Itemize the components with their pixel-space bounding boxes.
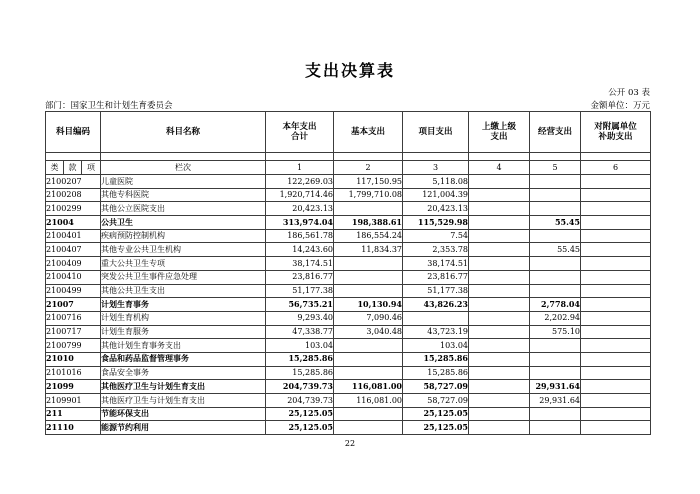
table-row — [46, 298, 651, 312]
value-cell — [334, 352, 403, 366]
code-cell: 211 — [46, 407, 101, 421]
value-cell — [581, 243, 651, 257]
value-cell — [581, 175, 651, 189]
value-cell — [334, 407, 403, 421]
spacer-row — [46, 153, 651, 161]
header-subject-name: 科目名称 — [101, 112, 266, 153]
value-cell: 186,561.78 — [266, 229, 334, 243]
value-cell — [334, 284, 403, 298]
value-cell — [469, 311, 530, 325]
value-cell — [530, 229, 581, 243]
spacer-cell — [581, 153, 651, 161]
table-row — [46, 421, 651, 435]
value-cell — [581, 298, 651, 312]
value-cell: 103.04 — [266, 339, 334, 353]
header-project-expenditure: 项目支出 — [403, 112, 469, 153]
name-cell: 其他公立医院支出 — [101, 202, 266, 216]
value-cell: 1,799,710.08 — [334, 188, 403, 202]
value-cell — [469, 270, 530, 284]
value-cell: 2,353.78 — [403, 243, 469, 257]
value-cell: 29,931.64 — [530, 394, 581, 408]
name-cell: 其他专科医院 — [101, 188, 266, 202]
code-cell: 2100401 — [46, 229, 101, 243]
column-index: 2 — [334, 161, 403, 175]
value-cell — [469, 175, 530, 189]
value-cell: 58,727.09 — [403, 380, 469, 394]
code-cell: 21007 — [46, 298, 101, 312]
page-number: 22 — [344, 439, 356, 448]
header-operating: 经营支出 — [530, 112, 581, 153]
value-cell: 117,150.95 — [334, 175, 403, 189]
code-cell: 2100410 — [46, 270, 101, 284]
value-cell — [334, 421, 403, 435]
value-cell — [334, 366, 403, 380]
spacer-cell — [530, 153, 581, 161]
value-cell — [530, 175, 581, 189]
table-row — [46, 352, 651, 366]
value-cell — [530, 188, 581, 202]
value-cell: 15,285.86 — [403, 366, 469, 380]
value-cell — [530, 352, 581, 366]
value-cell — [469, 298, 530, 312]
value-cell — [581, 229, 651, 243]
value-cell: 20,423.13 — [266, 202, 334, 216]
table-row — [46, 188, 651, 202]
value-cell: 47,338.77 — [266, 325, 334, 339]
value-cell — [581, 394, 651, 408]
value-cell: 121,004.39 — [403, 188, 469, 202]
value-cell: 55.45 — [530, 243, 581, 257]
code-cell: 2100499 — [46, 284, 101, 298]
value-cell: 56,735.21 — [266, 298, 334, 312]
spacer-cell — [334, 153, 403, 161]
header-row — [46, 112, 651, 153]
code-cell: 21110 — [46, 421, 101, 435]
value-cell — [469, 325, 530, 339]
value-cell: 20,423.13 — [403, 202, 469, 216]
value-cell — [334, 339, 403, 353]
value-cell — [581, 352, 651, 366]
value-cell: 9,293.40 — [266, 311, 334, 325]
value-cell — [469, 366, 530, 380]
name-cell: 突发公共卫生事件应急处理 — [101, 270, 266, 284]
header-basic-expenditure: 基本支出 — [334, 112, 403, 153]
column-index: 1 — [266, 161, 334, 175]
value-cell: 15,285.86 — [403, 352, 469, 366]
value-cell: 198,388.61 — [334, 216, 403, 230]
code-cell: 2100208 — [46, 188, 101, 202]
value-cell — [530, 257, 581, 271]
value-cell: 10,130.94 — [334, 298, 403, 312]
table-row — [46, 311, 651, 325]
value-cell — [581, 202, 651, 216]
value-cell: 1,920,714.46 — [266, 188, 334, 202]
value-cell — [581, 270, 651, 284]
value-cell — [581, 188, 651, 202]
value-cell — [581, 284, 651, 298]
value-cell: 313,974.04 — [266, 216, 334, 230]
subheader-lanci: 栏次 — [101, 161, 266, 175]
table-row — [46, 339, 651, 353]
value-cell — [581, 366, 651, 380]
value-cell — [469, 394, 530, 408]
table-row — [46, 284, 651, 298]
code-cell: 2100717 — [46, 325, 101, 339]
column-index: 6 — [581, 161, 651, 175]
value-cell — [469, 257, 530, 271]
column-index: 4 — [469, 161, 530, 175]
name-cell: 其他专业公共卫生机构 — [101, 243, 266, 257]
column-index: 5 — [530, 161, 581, 175]
value-cell: 29,931.64 — [530, 380, 581, 394]
value-cell — [403, 311, 469, 325]
value-cell: 122,269.03 — [266, 175, 334, 189]
value-cell — [530, 202, 581, 216]
subheader-lei: 类 — [46, 161, 64, 175]
value-cell — [469, 229, 530, 243]
table-row — [46, 394, 651, 408]
header-subsidy-affiliated: 对附属单位 补助支出 — [581, 112, 651, 153]
value-cell: 115,529.98 — [403, 216, 469, 230]
subheader-xiang: 项 — [82, 161, 101, 175]
value-cell: 51,177.38 — [266, 284, 334, 298]
table-row — [46, 243, 651, 257]
code-cell: 2100407 — [46, 243, 101, 257]
value-cell — [469, 352, 530, 366]
value-cell: 38,174.51 — [266, 257, 334, 271]
value-cell — [530, 339, 581, 353]
table-row — [46, 366, 651, 380]
subheader-kuan: 款 — [64, 161, 82, 175]
table-row — [46, 380, 651, 394]
code-cell: 2100799 — [46, 339, 101, 353]
value-cell: 11,834.37 — [334, 243, 403, 257]
department-label: 部门：国家卫生和计划生育委员会 — [45, 101, 173, 111]
name-cell: 节能环保支出 — [101, 407, 266, 421]
table-row — [46, 175, 651, 189]
value-cell: 55.45 — [530, 216, 581, 230]
value-cell — [469, 188, 530, 202]
value-cell: 2,202.94 — [530, 311, 581, 325]
value-cell — [469, 216, 530, 230]
name-cell: 其他公共卫生支出 — [101, 284, 266, 298]
table-code-label: 公开 03 表 — [608, 88, 650, 98]
code-cell: 2100207 — [46, 175, 101, 189]
table-row — [46, 407, 651, 421]
value-cell: 186,554.24 — [334, 229, 403, 243]
header-subject-code: 科目编码 — [46, 112, 101, 153]
name-cell: 其他计划生育事务支出 — [101, 339, 266, 353]
spacer-cell — [46, 153, 101, 161]
table-row — [46, 202, 651, 216]
value-cell: 2,778.04 — [530, 298, 581, 312]
code-cell: 2109901 — [46, 394, 101, 408]
value-cell — [469, 407, 530, 421]
value-cell: 15,285.86 — [266, 366, 334, 380]
code-cell: 21010 — [46, 352, 101, 366]
value-cell: 575.10 — [530, 325, 581, 339]
value-cell: 7.54 — [403, 229, 469, 243]
value-cell: 43,826.23 — [403, 298, 469, 312]
spacer-cell — [469, 153, 530, 161]
code-cell: 21099 — [46, 380, 101, 394]
value-cell: 25,125.05 — [266, 421, 334, 435]
expenditure-table — [45, 111, 651, 435]
header-total-this-year: 本年支出 合计 — [266, 112, 334, 153]
name-cell: 计划生育事务 — [101, 298, 266, 312]
value-cell — [581, 421, 651, 435]
value-cell — [530, 366, 581, 380]
value-cell — [334, 202, 403, 216]
value-cell: 43,723.19 — [403, 325, 469, 339]
column-index: 3 — [403, 161, 469, 175]
code-cell: 2100716 — [46, 311, 101, 325]
value-cell — [530, 284, 581, 298]
value-cell — [581, 257, 651, 271]
spacer-cell — [266, 153, 334, 161]
table-row — [46, 229, 651, 243]
value-cell — [581, 216, 651, 230]
value-cell — [334, 270, 403, 284]
value-cell — [581, 380, 651, 394]
name-cell: 重大公共卫生专项 — [101, 257, 266, 271]
code-cell: 2100409 — [46, 257, 101, 271]
header-upper-level: 上缴上级 支出 — [469, 112, 530, 153]
table-row — [46, 325, 651, 339]
value-cell — [581, 311, 651, 325]
value-cell: 204,739.73 — [266, 394, 334, 408]
value-cell — [530, 270, 581, 284]
value-cell: 15,285.86 — [266, 352, 334, 366]
value-cell: 116,081.00 — [334, 394, 403, 408]
page-title: 支出决算表 — [304, 61, 395, 80]
value-cell — [469, 243, 530, 257]
value-cell: 14,243.60 — [266, 243, 334, 257]
value-cell: 204,739.73 — [266, 380, 334, 394]
value-cell — [581, 325, 651, 339]
value-cell: 23,816.77 — [403, 270, 469, 284]
name-cell: 其他医疗卫生与计划生育支出 — [101, 394, 266, 408]
code-cell: 21004 — [46, 216, 101, 230]
value-cell — [469, 421, 530, 435]
value-cell — [334, 257, 403, 271]
value-cell: 23,816.77 — [266, 270, 334, 284]
table-row — [46, 257, 651, 271]
name-cell: 食品和药品监督管理事务 — [101, 352, 266, 366]
table-row — [46, 270, 651, 284]
value-cell: 116,081.00 — [334, 380, 403, 394]
unit-label: 金额单位：万元 — [590, 101, 650, 111]
code-cell: 2100299 — [46, 202, 101, 216]
name-cell: 疾病预防控制机构 — [101, 229, 266, 243]
value-cell: 5,118.08 — [403, 175, 469, 189]
value-cell: 58,727.09 — [403, 394, 469, 408]
value-cell: 25,125.05 — [266, 407, 334, 421]
name-cell: 其他医疗卫生与计划生育支出 — [101, 380, 266, 394]
value-cell: 25,125.05 — [403, 407, 469, 421]
value-cell — [530, 407, 581, 421]
spacer-cell — [101, 153, 266, 161]
value-cell: 51,177.38 — [403, 284, 469, 298]
table-row — [46, 216, 651, 230]
name-cell: 儿童医院 — [101, 175, 266, 189]
value-cell: 38,174.51 — [403, 257, 469, 271]
name-cell: 计划生育服务 — [101, 325, 266, 339]
value-cell — [530, 421, 581, 435]
code-cell: 2101016 — [46, 366, 101, 380]
name-cell: 计划生育机构 — [101, 311, 266, 325]
value-cell: 3,040.48 — [334, 325, 403, 339]
name-cell: 食品安全事务 — [101, 366, 266, 380]
value-cell: 25,125.05 — [403, 421, 469, 435]
value-cell: 7,090.46 — [334, 311, 403, 325]
spacer-cell — [403, 153, 469, 161]
value-cell — [469, 380, 530, 394]
name-cell: 能源节约利用 — [101, 421, 266, 435]
value-cell — [469, 202, 530, 216]
value-cell: 103.04 — [403, 339, 469, 353]
value-cell — [469, 284, 530, 298]
value-cell — [469, 339, 530, 353]
name-cell: 公共卫生 — [101, 216, 266, 230]
column-index-row — [46, 161, 651, 175]
value-cell — [581, 339, 651, 353]
table-body — [46, 175, 651, 435]
value-cell — [581, 407, 651, 421]
